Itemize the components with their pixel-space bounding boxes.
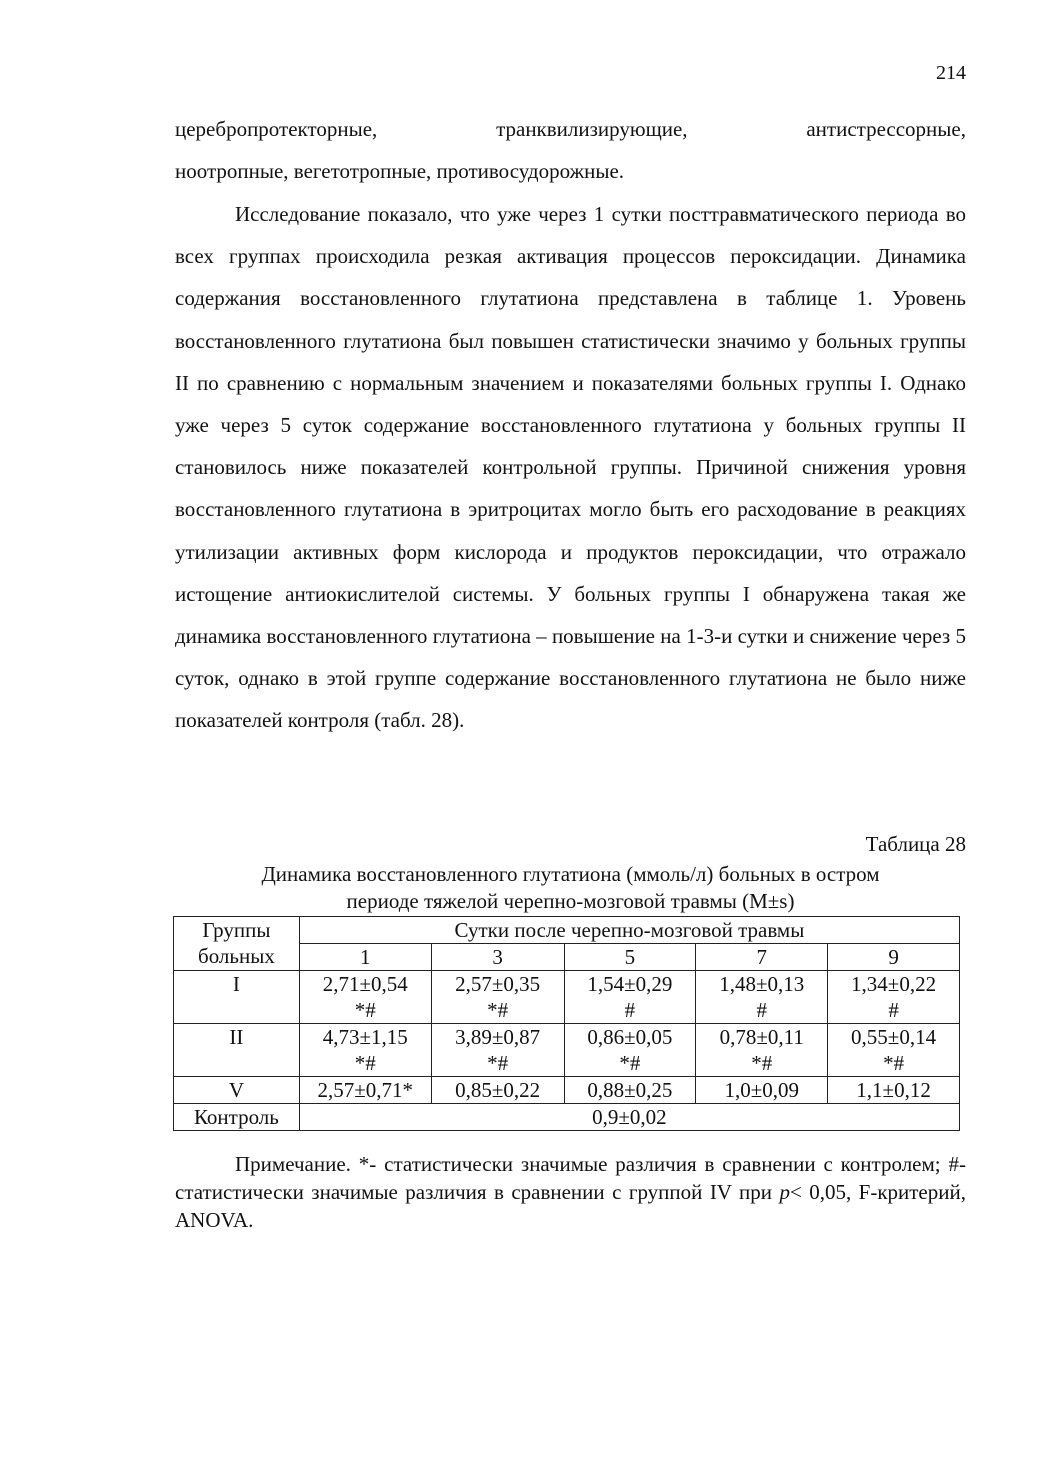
table-label: Таблица 28 xyxy=(865,832,966,856)
first-line-word-2: транквилизирующие, xyxy=(496,117,688,141)
group-cell: I xyxy=(174,971,300,1024)
cell-value: 0,55±0,14 xyxy=(851,1025,937,1049)
cell-mark: # xyxy=(888,998,899,1022)
value-cell: 0,88±0,25 xyxy=(564,1077,696,1104)
justified-first-line xyxy=(175,108,966,150)
value-cell xyxy=(696,971,828,1024)
day-header: 7 xyxy=(696,944,828,971)
cell-mark: *# xyxy=(487,1051,509,1075)
control-value-cell: 0,9±0,02 xyxy=(299,1104,959,1131)
value-cell: 1,1±0,12 xyxy=(828,1077,960,1104)
day-header: 5 xyxy=(564,944,696,971)
cell-value: 4,73±1,15 xyxy=(322,1025,408,1049)
value-cell xyxy=(431,971,564,1024)
cell-mark: *# xyxy=(619,1051,641,1075)
day-header: 9 xyxy=(828,944,960,971)
group-header-line-2: больных xyxy=(198,944,275,968)
group-cell: V xyxy=(174,1077,300,1104)
p-symbol: p xyxy=(779,1180,790,1204)
glutathione-table xyxy=(173,916,960,1131)
cell-mark: *# xyxy=(751,1051,773,1075)
cell-value: 0,86±0,05 xyxy=(587,1025,673,1049)
table-row xyxy=(174,1077,960,1104)
cell-mark: *# xyxy=(487,998,509,1022)
value-cell xyxy=(564,971,696,1024)
cell-value: 2,71±0,54 xyxy=(322,972,408,996)
value-cell: 0,85±0,22 xyxy=(431,1077,564,1104)
value-cell xyxy=(564,1024,696,1077)
cell-mark: # xyxy=(624,998,636,1022)
cell-value: 3,89±0,87 xyxy=(455,1025,541,1049)
table-note xyxy=(175,1150,966,1234)
cell-mark: *# xyxy=(354,998,376,1022)
table-row xyxy=(174,1024,960,1077)
intro-lines xyxy=(175,108,966,192)
cell-value: 1,48±0,13 xyxy=(719,972,805,996)
group-header-line-1: Группы xyxy=(202,918,271,942)
page-number: 214 xyxy=(936,62,966,84)
group-cell: II xyxy=(174,1024,300,1077)
second-line: ноотропные, вегетотропные, противосудорожные. xyxy=(175,159,625,184)
table-caption-line-1: Динамика восстановленного глутатиона (ммоль/л) больных в остром xyxy=(261,862,880,886)
cell-value: 2,57±0,35 xyxy=(455,972,541,996)
note-text-after-p: < 0,05, F-критерий, ANOVA. xyxy=(175,1180,966,1232)
table-row xyxy=(174,971,960,1024)
value-cell: 1,0±0,09 xyxy=(696,1077,828,1104)
days-header-cell: Сутки после черепно-мозговой травмы xyxy=(299,917,959,944)
first-line-word-1: церебропротекторные, xyxy=(175,117,378,141)
table-caption xyxy=(175,861,966,915)
main-paragraph: Исследование показало, что уже через 1 сутки посттравматического периода во всех группах происходила резкая активация процессов пероксидации. Динамика содержания восстановленного глутатиона представлена в таблице 1. Уровень восстановленного глутатиона был повышен статистически значимо у больных группы II по сравнению с нормальным значением и показателями больных группы I. Однако уже через 5 суток содержание восстановленного глутатиона у больных группы II становилось ниже показателей контрольной группы. Причиной снижения уровня восстановленного глутатиона в эритроцитах могло быть его расходование в реакциях утилизации активных форм кислорода и продуктов пероксидации, что отражало истощение антиокислителой системы. У больных группы I обнаружена такая же динамика восстановленного глутатиона – повышение на 1-3-и сутки и снижение через 5 суток, однако в этой группе содержание восстановленного глутатиона не было ниже показателей контроля (табл. 28). xyxy=(175,202,966,733)
control-label-cell: Контроль xyxy=(174,1104,300,1131)
day-header: 3 xyxy=(431,944,564,971)
first-line-word-3: антистрессорные, xyxy=(806,117,966,141)
table-caption-line-2: периоде тяжелой черепно-мозговой травмы (M±s) xyxy=(346,889,795,913)
value-cell: 2,57±0,71* xyxy=(299,1077,431,1104)
value-cell xyxy=(299,1024,431,1077)
control-row xyxy=(174,1104,960,1131)
note-text-before-p: Примечание. *- статистически значимые различия в сравнении с контролем; #- статистически значимые различия в сравнении с группой IV при xyxy=(175,1152,966,1204)
cell-value: 0,78±0,11 xyxy=(719,1025,804,1049)
cell-mark: # xyxy=(756,998,767,1022)
cell-mark: *# xyxy=(883,1051,905,1075)
day-header: 1 xyxy=(299,944,431,971)
value-cell xyxy=(828,1024,960,1077)
cell-value: 1,34±0,22 xyxy=(851,972,937,996)
cell-value: 1,54±0,29 xyxy=(587,972,673,996)
value-cell xyxy=(828,971,960,1024)
group-header-cell xyxy=(174,917,300,971)
value-cell xyxy=(431,1024,564,1077)
value-cell xyxy=(696,1024,828,1077)
cell-mark: *# xyxy=(354,1051,376,1075)
table-header-row xyxy=(174,917,960,944)
value-cell xyxy=(299,971,431,1024)
